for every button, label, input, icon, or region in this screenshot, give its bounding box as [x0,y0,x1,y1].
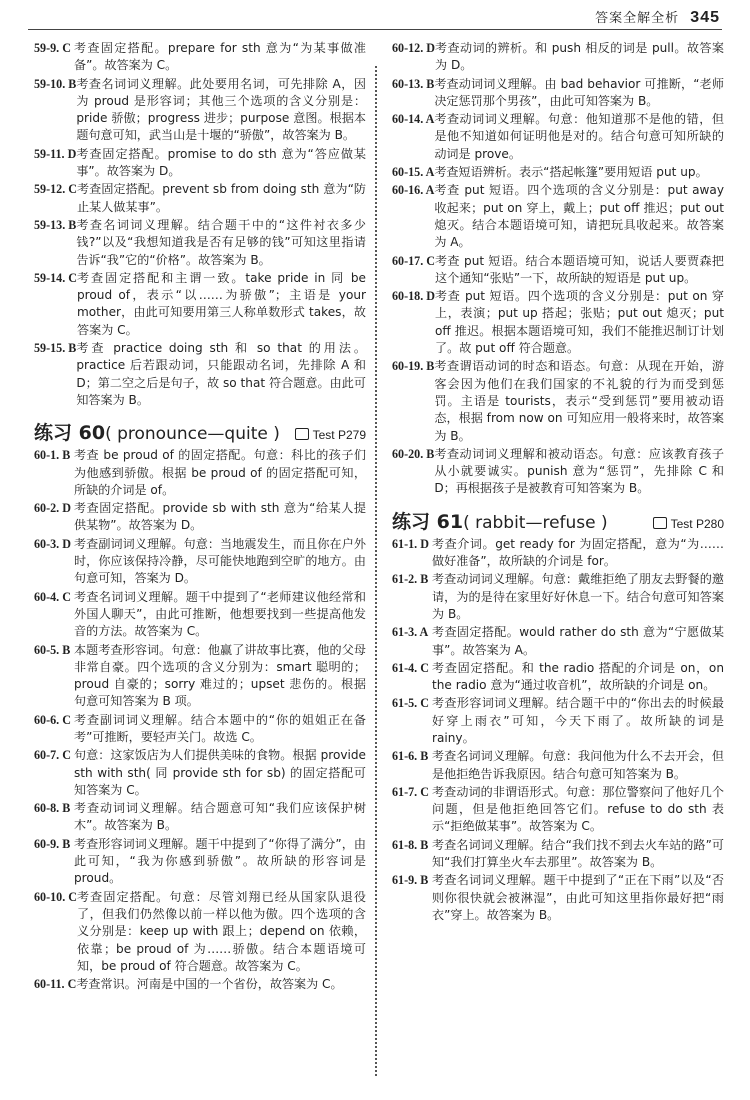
answer-explanation: 考查名词词义理解。题干中提到了“老师建议他经常和外国人聊天”，由此可推断，他想要找到一些提高他发音的方法。故答案为 C。 [74,589,366,639]
test-ref-61 [653,516,724,531]
test-ref-60 [295,427,366,442]
answer-explanation: 考查 put 短语。四个选项的含义分别是：put away 收起来；put on 穿上，戴上；put off 推迟；put out 熄灭。结合本题语境可知，请把玩具收起来。故答案为 A。 [434,183,724,250]
answer-entry [392,288,724,357]
answer-entry [392,872,724,924]
answer-number: 60-6. C [34,712,71,727]
answer-entry [34,589,366,641]
answer-number: 60-17. C [392,253,435,268]
answer-entry [392,695,724,747]
right-entries-top [392,40,724,498]
page-number: 345 [690,9,720,26]
answer-entry [34,800,366,835]
answer-entry [34,500,366,535]
answer-entry [34,217,366,269]
answer-explanation: 考查介词。get ready for 为固定搭配，意为“为……做好准备”，故所缺的介词是 for。 [432,536,724,569]
answer-explanation: 考查动词词义理解和被动语态。句意：应该教育孩子从小就要诚实。punish 意为“惩罚”，先排除 C 和 D；再根据孩子是被教育可知答案为 B。 [434,446,724,496]
answer-entry [34,536,366,588]
answer-entry [392,536,724,571]
answer-entry [34,76,366,145]
section-title-60 [34,418,280,445]
answer-entry [392,784,724,836]
answer-entry [34,976,366,993]
answer-number: 61-2. B [392,572,429,587]
answer-entry [34,270,366,339]
answer-explanation: 考查动词词义理解。句意：戴维拒绝了朋友去野餐的邀请，为的是待在家里好好休息一下。结合句意可知答案为 B。 [432,572,724,621]
left-column [34,40,366,994]
answer-entry [392,253,724,288]
answer-explanation: 考查固定搭配。和 the radio 搭配的介词是 on，on the radio 意为“通过收音机”，故所缺的介词是 on。 [432,660,724,693]
answer-entry [392,111,724,163]
answer-explanation: 考查固定搭配。prevent sb from doing sth 意为“防止某人做某事”。 [77,182,366,214]
answer-explanation: 考查固定搭配。would rather do sth 意为“宁愿做某事”。故答案为 A。 [432,625,724,657]
answer-entry [392,571,724,623]
header-rule [28,29,722,30]
column-divider [375,66,377,1076]
answer-number: 60-9. B [34,836,71,851]
answer-explanation: 考查谓语动词的时态和语态。句意：从现在开始，游客会因为他们在我们国家的不礼貌的行为而受到惩罚。主语是 tourists，表示“受到惩罚”要用被动语态，根据 from now on 可知应用一般将来时，故答案为 B。 [434,359,724,443]
answer-number: 59-14. C [34,270,77,285]
answer-entry [34,836,366,888]
left-entries-bottom [34,447,366,993]
answer-number: 60-13. B [392,76,435,91]
answer-explanation: 考查常识。河南是中国的一个省份，故答案为 C。 [76,977,343,992]
answer-number: 59-15. B [34,341,77,356]
answer-entry [34,747,366,799]
answer-explanation: 考查固定搭配。promise to do sth 意为“答应做某事”。故答案为 D。 [76,146,366,179]
answer-explanation: 考查固定搭配。prepare for sth 意为“为某事做准备”。故答案为 C。 [74,41,366,73]
answer-entry [392,748,724,783]
answer-entry [34,146,366,181]
answer-number: 61-7. C [392,784,429,799]
answer-number: 61-3. A [392,625,429,640]
book-icon [653,517,667,529]
section-range: ( pronounce—quite ) [105,424,280,445]
header-title-group [595,7,720,27]
section-header-61 [392,505,724,534]
answer-explanation: 本题考查形容词。句意：他赢了讲故事比赛，他的父母非常自豪。四个选项的含义分别为：smart 聪明的；proud 自豪的；sorry 难过的；upset 悲伤的。根据句意可知答案为 B 项。 [74,642,366,709]
answer-number: 60-15. A [392,165,435,180]
answer-number: 61-8. B [392,837,429,852]
answer-entry [392,164,724,181]
answer-number: 59-10. B [34,76,77,91]
answer-number: 60-10. C [34,889,77,904]
section-range: ( rabbit—refuse ) [463,512,608,533]
section-label: 练习 60 [34,422,106,445]
answer-number: 59-9. C [34,41,71,55]
answer-explanation: 考查动词的非谓语形式。句意：那位警察问了他好几个问题，但是他拒绝回答它们。refuse to do sth 表示“拒绝做某事”。故答案为 C。 [432,784,724,834]
left-entries-top [34,40,366,409]
test-ref-label: Test P280 [670,516,724,531]
answer-explanation: 考查固定搭配。句意：尽管刘翔已经从国家队退役了，但我们仍然像以前一样以他为傲。四个选项的含义分别是：keep up with 跟上；depend on 依赖，依靠；be proud of 为……骄傲。结合本题语境可知，be proud of 符合题意。故答案为 C。 [77,889,366,973]
page-header [0,0,750,34]
answer-entry [34,712,366,747]
answer-entry [392,358,724,444]
answer-number: 60-12. D [392,41,435,55]
answer-explanation: 考查 put 短语。结合本题语境可知，说话人要贾森把这个通知“张贴”一下，故所缺的短语是 put up。 [435,253,724,285]
answer-number: 60-18. D [392,289,435,304]
answer-number: 61-6. B [392,749,429,764]
answer-entry [34,181,366,216]
answer-entry [392,446,724,498]
right-column [392,40,724,925]
answer-entry [392,76,724,111]
answer-explanation: 考查 be proud of 的固定搭配。句意：科比的孩子们为他感到骄傲。根据 be proud of 的固定搭配可知，所缺的介词是 of。 [74,448,366,497]
answer-explanation: 考查 practice doing sth 和 so that 的用法。practice 后若跟动词，只能跟动名词，先排除 A 和 D；第二空之后是句子，故 so that 符合题意。由此可知答案为 B。 [76,341,366,407]
answer-number: 60-1. B [34,448,71,463]
answer-number: 60-5. B [34,642,71,657]
answer-explanation: 考查名词词义理解。结合“我们找不到去火车站的路”可知“我们打算坐火车去那里”。故答案为 B。 [432,837,724,870]
section-label: 练习 61 [392,510,464,533]
answer-number: 60-2. D [34,501,71,516]
answer-entry [34,642,366,711]
answer-entry [34,340,366,409]
answer-explanation: 考查名词词义理解。此处要用名词，可先排除 A，因为 proud 是形容词；其他三个选项的含义分别是：pride 骄傲；progress 进步；purpose 意图。根据本题句意可知，武当山是十堰的“骄傲”，故答案为 B。 [76,76,366,143]
answer-explanation: 考查 put 短语。四个选项的含义分别是：put on 穿上，表演；put up 搭起；张贴；put out 熄灭；put off 推迟。根据本题语境可知，我们不能推迟制订计划了。故 put off 符合题意。 [435,289,724,356]
answer-entry [34,40,366,75]
answer-explanation: 考查副词词义理解。句意：当地震发生，而且你在户外时，你应该保持冷静，尽可能快地跑到空旷的地方。由句意可知，答案为 D。 [74,536,366,586]
header-title: 答案全解全析 [595,11,680,26]
answer-entry [392,40,724,75]
answer-number: 61-5. C [392,696,429,711]
answer-entry [392,624,724,659]
answer-explanation: 考查名词词义理解。题干中提到了“正在下雨”以及“否则你很快就会被淋湿”，由此可知这里指你最好把“雨衣”穿上。故答案为 B。 [432,873,724,922]
answer-number: 61-9. B [392,873,429,888]
answer-explanation: 考查形容词词义理解。结合题干中的“你出去的时候最好穿上雨衣”可知，今天下雨了。故所缺的词是 rainy。 [432,696,724,745]
answer-number: 60-14. A [392,112,435,127]
answer-explanation: 考查固定搭配。provide sb with sth 意为“给某人提供某物”。故答案为 D。 [74,501,366,533]
answer-number: 61-4. C [392,660,429,675]
answer-number: 60-4. C [34,589,71,604]
answer-entry [34,447,366,499]
answer-explanation: 考查名词词义理解。句意：我问他为什么不去开会，但是他拒绝告诉我原因。结合句意可知答案为 B。 [432,749,724,781]
answer-explanation: 考查形容词词义理解。题干中提到了“你得了满分”，由此可知，“我为你感到骄傲”。故所缺的形容词是 proud。 [74,836,366,886]
answer-number: 60-11. C [34,977,77,992]
answer-number: 59-12. C [34,182,77,197]
answer-number: 59-11. D [34,146,77,161]
answer-number: 60-20. B [392,446,435,461]
answer-explanation: 考查副词词义理解。结合本题中的“你的姐姐正在备考”可推断，要轻声关门。故选 C。 [74,712,366,744]
answer-explanation: 句意：这家饭店为人们提供美味的食物。根据 provide sth with sth( 同 provide sth for sb) 的固定搭配可知答案为 C。 [74,748,366,797]
answer-entry [392,660,724,695]
answer-entry [392,182,724,251]
answer-explanation: 考查短语辨析。表示“搭起帐篷”要用短语 put up。 [434,165,708,180]
answer-number: 59-13. B [34,217,77,232]
answer-number: 60-7. C [34,748,71,763]
section-header-60 [34,416,366,445]
answer-entry [392,837,724,872]
right-entries-bottom [392,536,724,925]
section-title-61 [392,507,608,534]
answer-explanation: 考查动词的辨析。和 push 相反的词是 pull。故答案为 D。 [435,41,724,73]
answer-number: 60-8. B [34,801,71,816]
answer-explanation: 考查动词词义理解。由 bad behavior 可推断，“老师决定惩罚那个男孩”，由此可知答案为 B。 [434,76,724,108]
test-ref-label: Test P279 [312,428,366,443]
answer-number: 60-19. B [392,359,435,374]
answer-explanation: 考查固定搭配和主谓一致。take pride in 同 be proud of，表示“以……为骄傲”；主语是 your mother，由此可知要用第三人称单数形式 takes，故答案为 C。 [77,270,366,337]
answer-explanation: 考查名词词义理解。结合题干中的“这件衬衣多少钱?”以及“我想知道我是否有足够的钱”可知这里指请告诉“我”它的“价格”。故答案为 B。 [76,217,366,267]
answer-number: 60-3. D [34,536,71,551]
book-icon [295,428,309,440]
answer-explanation: 考查动词词义理解。结合题意可知“我们应该保护树木”。故答案为 B。 [74,801,366,833]
answer-number: 61-1. D [392,536,429,551]
answer-entry [34,889,366,975]
answer-number: 60-16. A [392,183,435,198]
answer-explanation: 考查动词词义理解。句意：他知道那不是他的错，但是他不知道如何证明他是对的。结合句意可知所缺的动词是 prove。 [434,112,724,161]
